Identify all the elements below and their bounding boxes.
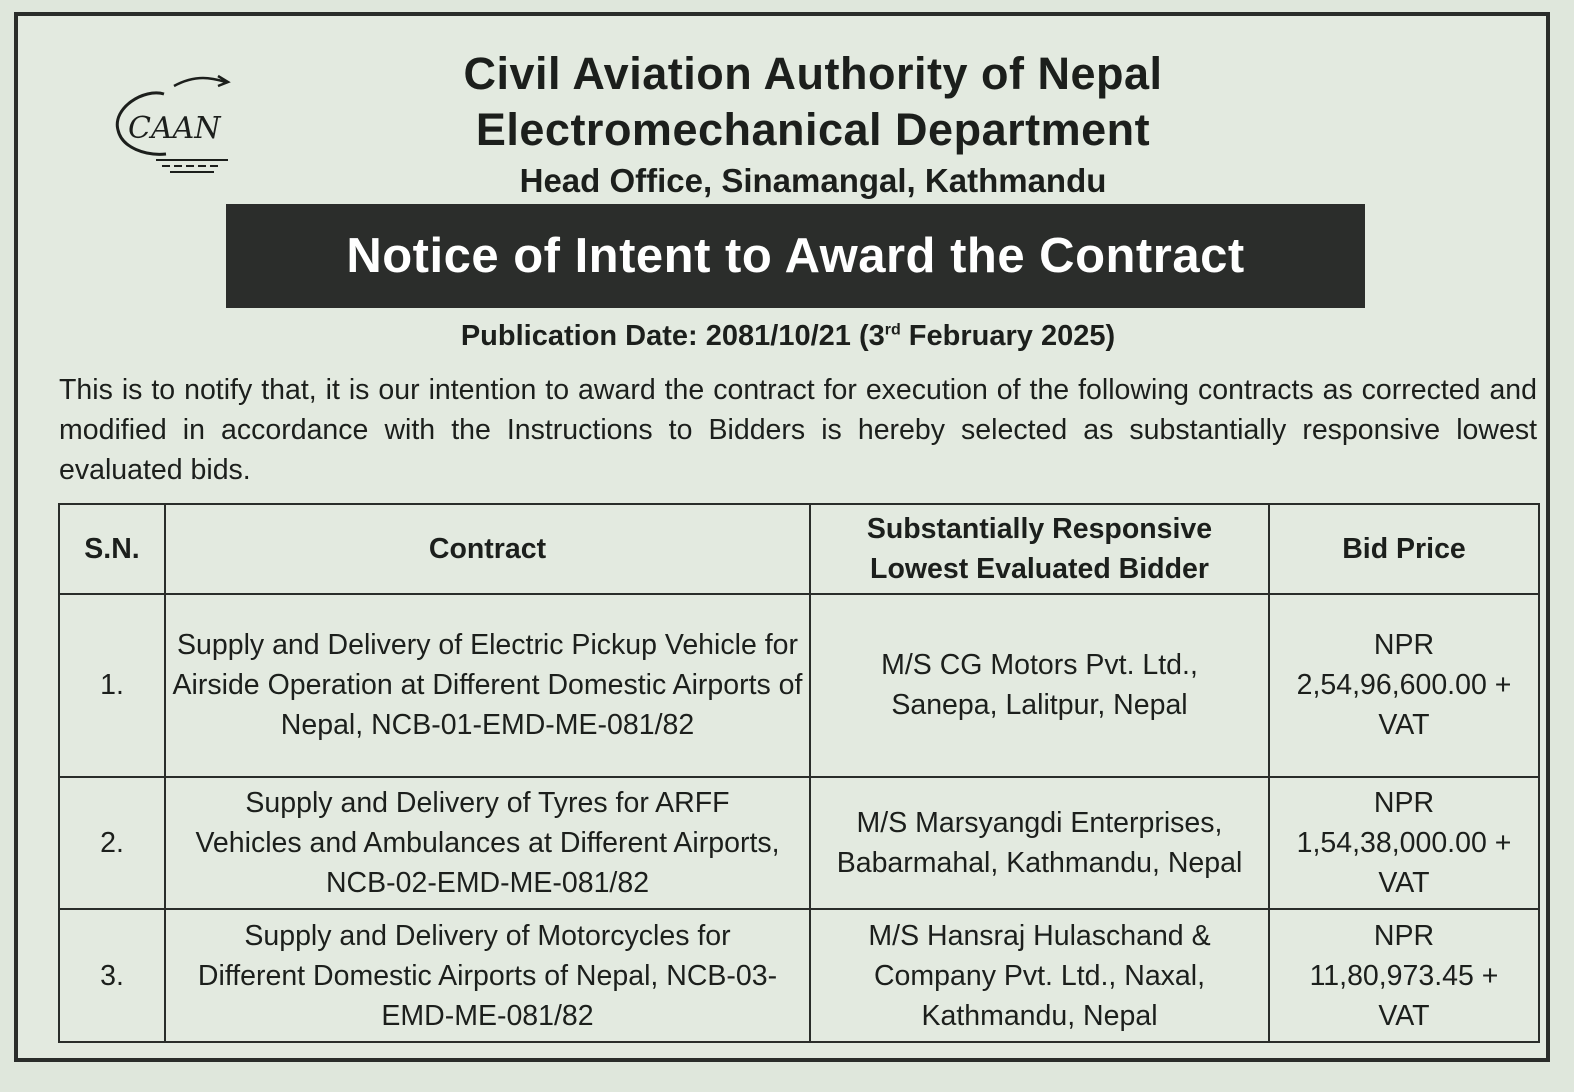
- publication-date-suffix: rd: [884, 321, 901, 339]
- table-row: [59, 594, 1539, 777]
- table-row: [59, 777, 1539, 910]
- row-bid-price: NPR 11,80,973.45 + VAT: [1269, 909, 1539, 1042]
- caan-logo-icon: [104, 68, 254, 178]
- svg-text:CAAN: CAAN: [128, 111, 221, 146]
- organization-name: Civil Aviation Authority of Nepal: [463, 48, 1163, 99]
- header: [318, 46, 1308, 204]
- row-sn: 1.: [59, 594, 165, 777]
- publication-date: [18, 320, 1558, 353]
- header-bid-price: Bid Price: [1269, 504, 1539, 594]
- notice-title: Notice of Intent to Award the Contract: [346, 229, 1245, 283]
- row-sn: 3.: [59, 909, 165, 1042]
- intro-paragraph: This is to notify that, it is our intention to award the contract for execution of the following contracts as corrected and modified in accordance with the Instructions to Bidders is hereby selected as substantially responsive lowest evaluated bids.: [59, 374, 1537, 486]
- table-header-row: [59, 504, 1539, 594]
- award-table: [58, 503, 1540, 1043]
- row-bid-price: NPR 2,54,96,600.00 + VAT: [1269, 594, 1539, 777]
- header-contract: Contract: [165, 504, 810, 594]
- row-bid-price: NPR 1,54,38,000.00 + VAT: [1269, 777, 1539, 910]
- row-bidder: M/S Marsyangdi Enterprises, Babarmahal, Kathmandu, Nepal: [810, 777, 1269, 910]
- table-row: [59, 909, 1539, 1042]
- department-name: Electromechanical Department: [475, 104, 1151, 155]
- office-address: Head Office, Sinamangal, Kathmandu: [519, 162, 1107, 199]
- row-bidder: M/S CG Motors Pvt. Ltd., Sanepa, Lalitpur, Nepal: [810, 594, 1269, 777]
- header-bidder: Substantially Responsive Lowest Evaluated Bidder: [810, 504, 1269, 594]
- row-sn: 2.: [59, 777, 165, 910]
- row-bidder: M/S Hansraj Hulaschand & Company Pvt. Ltd., Naxal, Kathmandu, Nepal: [810, 909, 1269, 1042]
- notice-frame: [14, 12, 1550, 1062]
- publication-date-rest: February 2025): [900, 320, 1116, 352]
- header-sn: S.N.: [59, 504, 165, 594]
- caan-logo: [104, 68, 254, 178]
- row-contract: Supply and Delivery of Electric Pickup Vehicle for Airside Operation at Different Domestic Airports of Nepal, NCB-01-EMD-ME-081/82: [165, 594, 810, 777]
- row-contract: Supply and Delivery of Motorcycles for Different Domestic Airports of Nepal, NCB-03-EMD-ME-081/82: [165, 909, 810, 1042]
- row-contract: Supply and Delivery of Tyres for ARFF Vehicles and Ambulances at Different Airports, NCB-02-EMD-ME-081/82: [165, 777, 810, 910]
- notice-title-banner: [226, 204, 1365, 308]
- publication-date-label: Publication Date: 2081/10/21 (3: [460, 320, 885, 352]
